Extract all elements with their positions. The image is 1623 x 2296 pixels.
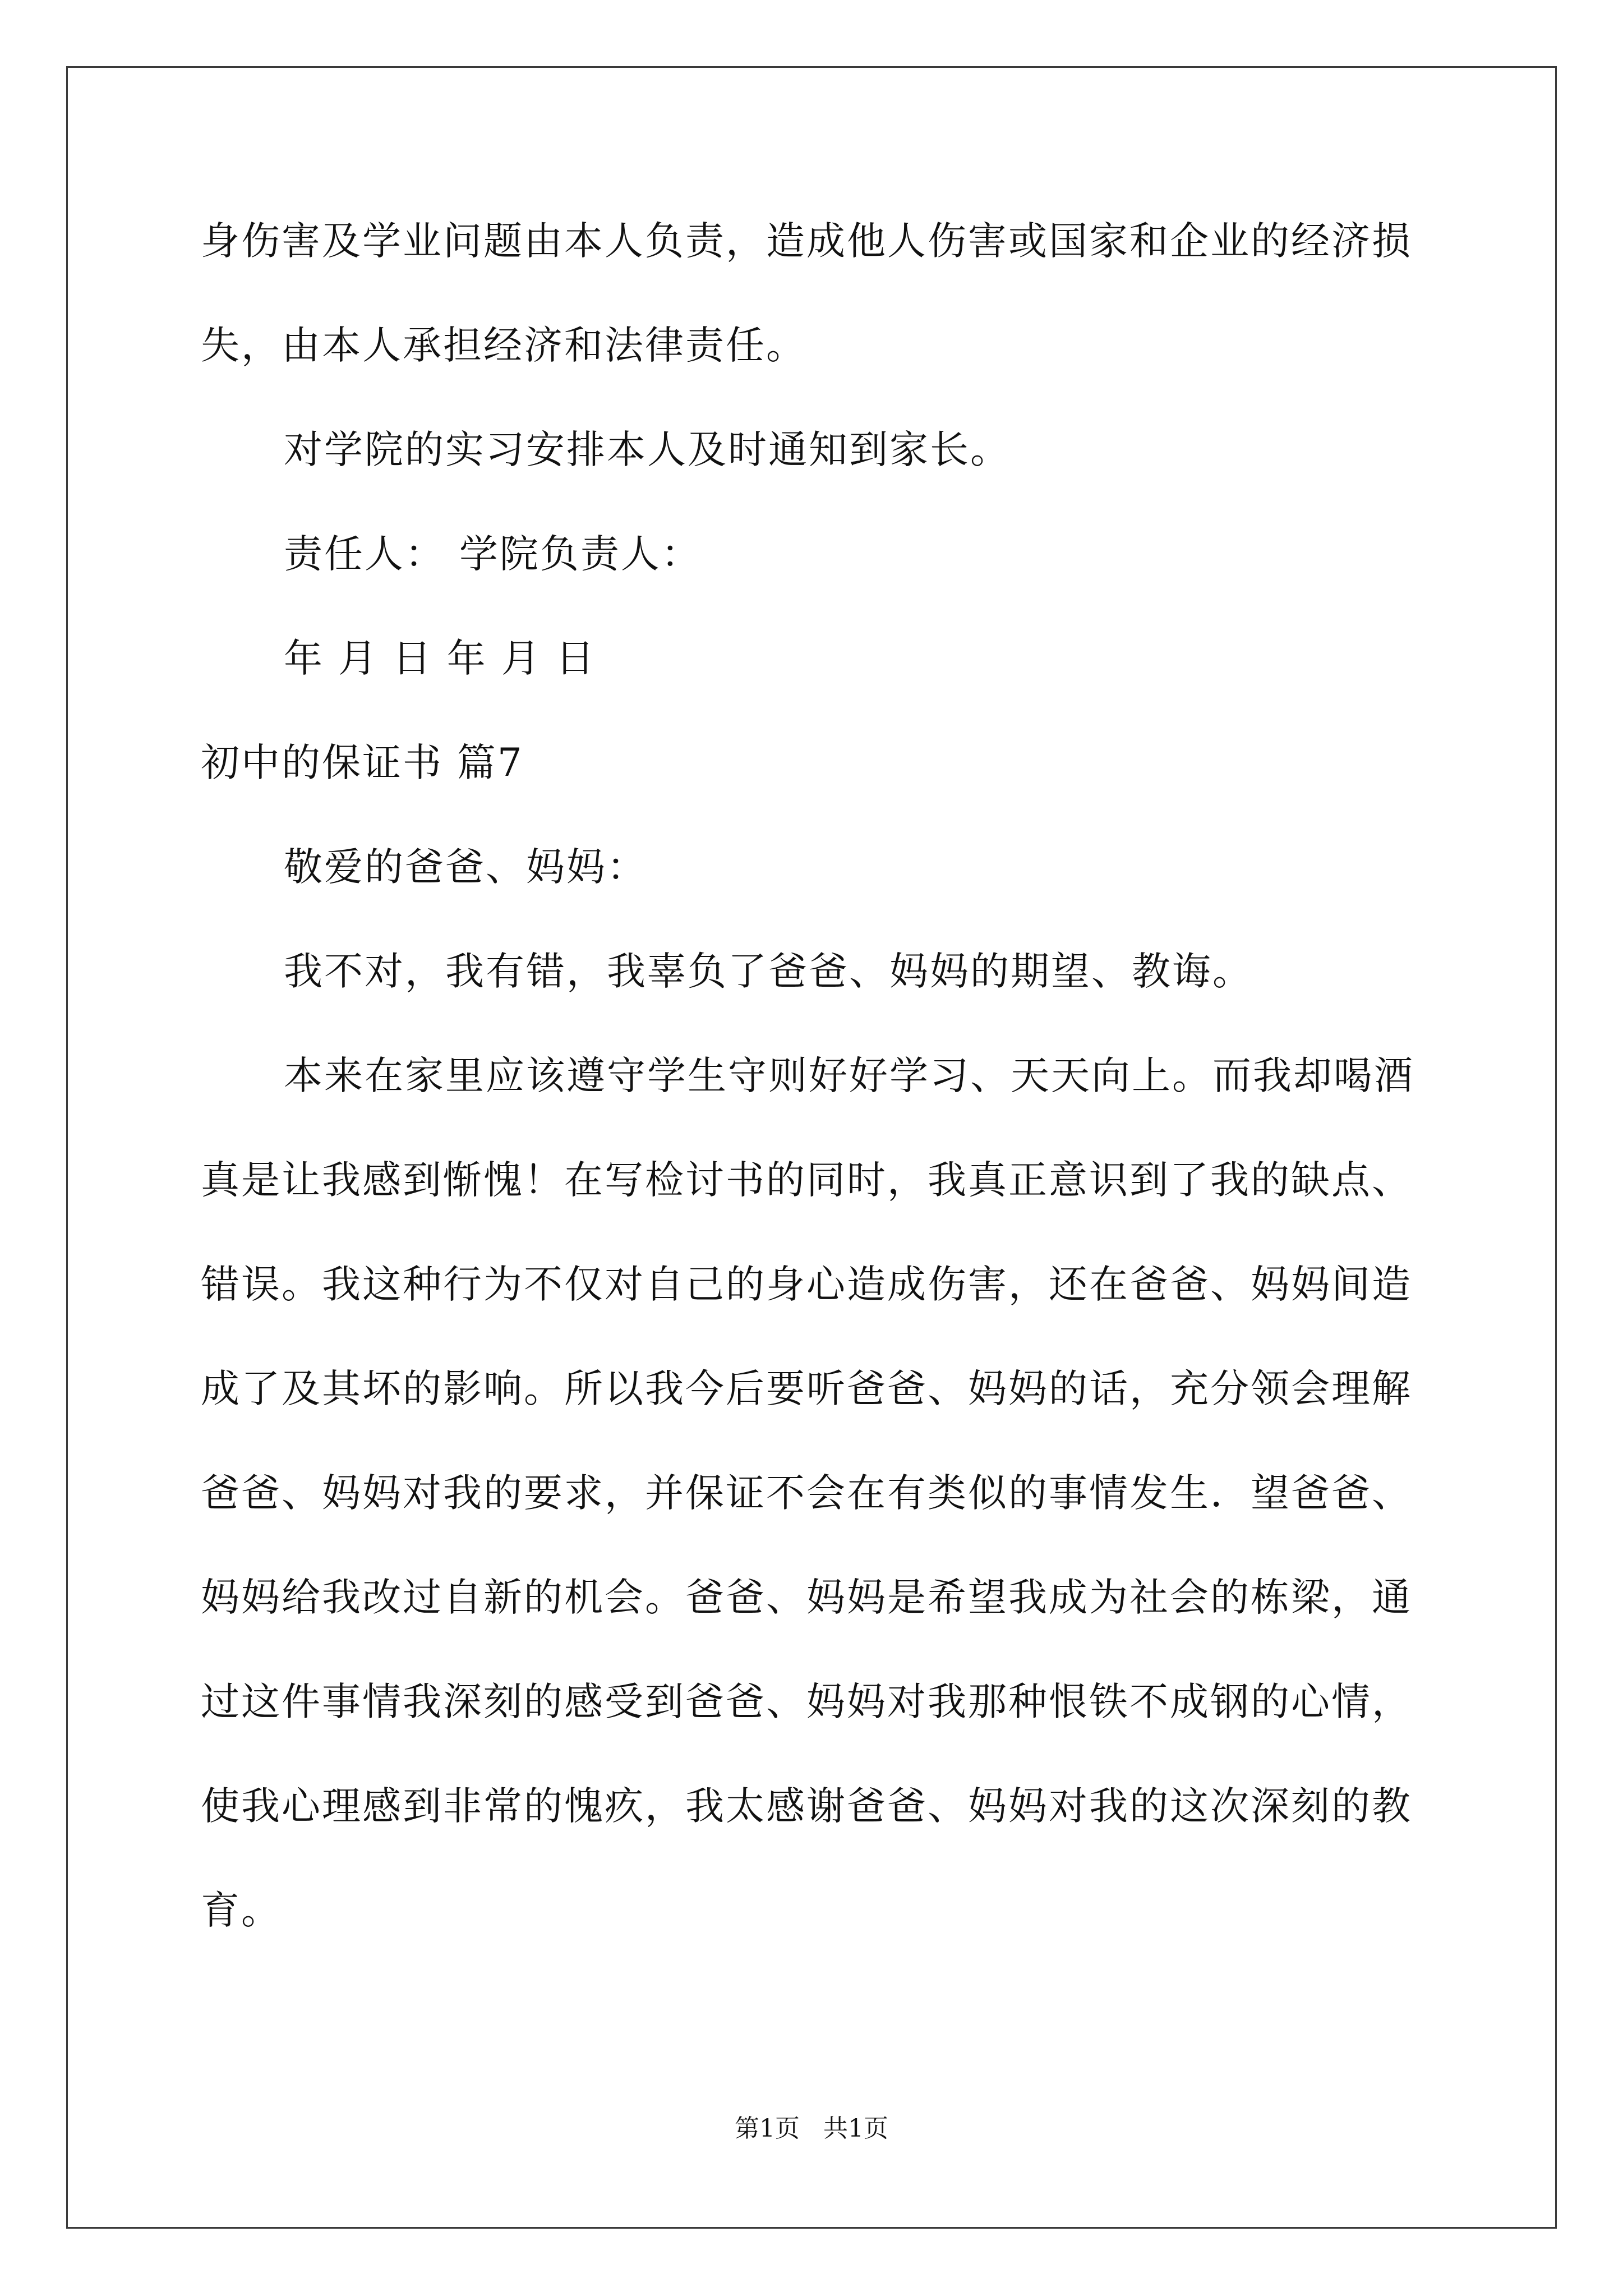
body-line: 身伤害及学业问题由本人负责，造成他人伤害或国家和企业的经济损 — [201, 219, 1412, 264]
body-line: 我不对，我有错，我辜负了爸爸、妈妈的期望、教诲。 — [284, 949, 1253, 994]
body-line: 本来在家里应该遵守学生守则好好学习、天天向上。而我却喝酒 — [284, 1053, 1414, 1098]
body-line: 真是让我感到惭愧！在写检讨书的同时，我真正意识到了我的缺点、 — [201, 1158, 1412, 1203]
section-heading: 初中的保证书 篇7 — [201, 740, 524, 785]
body-line: 使我心理感到非常的愧疚，我太感谢爸爸、妈妈对我的这次深刻的教 — [201, 1784, 1412, 1829]
body-line: 成了及其坏的影响。所以我今后要听爸爸、妈妈的话，充分领会理解 — [201, 1366, 1412, 1411]
body-line: 过这件事情我深刻的感受到爸爸、妈妈对我那种恨铁不成钢的心情， — [201, 1680, 1412, 1724]
body-line: 爸爸、妈妈对我的要求，并保证不会在有类似的事情发生．望爸爸、 — [201, 1471, 1412, 1516]
body-line: 错误。我这种行为不仅对自己的身心造成伤害，还在爸爸、妈妈间造 — [201, 1262, 1412, 1307]
page-border — [66, 66, 1557, 2229]
page-footer: 第1页 共1页 — [735, 2114, 888, 2143]
body-line: 对学院的实习安排本人及时通知到家长。 — [284, 427, 1011, 472]
body-line: 育。 — [201, 1888, 282, 1933]
body-line: 失，由本人承担经济和法律责任。 — [201, 323, 806, 368]
body-line: 妈妈给我改过自新的机会。爸爸、妈妈是希望我成为社会的栋梁，通 — [201, 1575, 1412, 1620]
date-line: 年 月 日 年 月 日 — [284, 636, 596, 681]
signature-line: 责任人： 学院负责人： — [284, 532, 702, 577]
salutation: 敬爱的爸爸、妈妈： — [284, 845, 647, 890]
